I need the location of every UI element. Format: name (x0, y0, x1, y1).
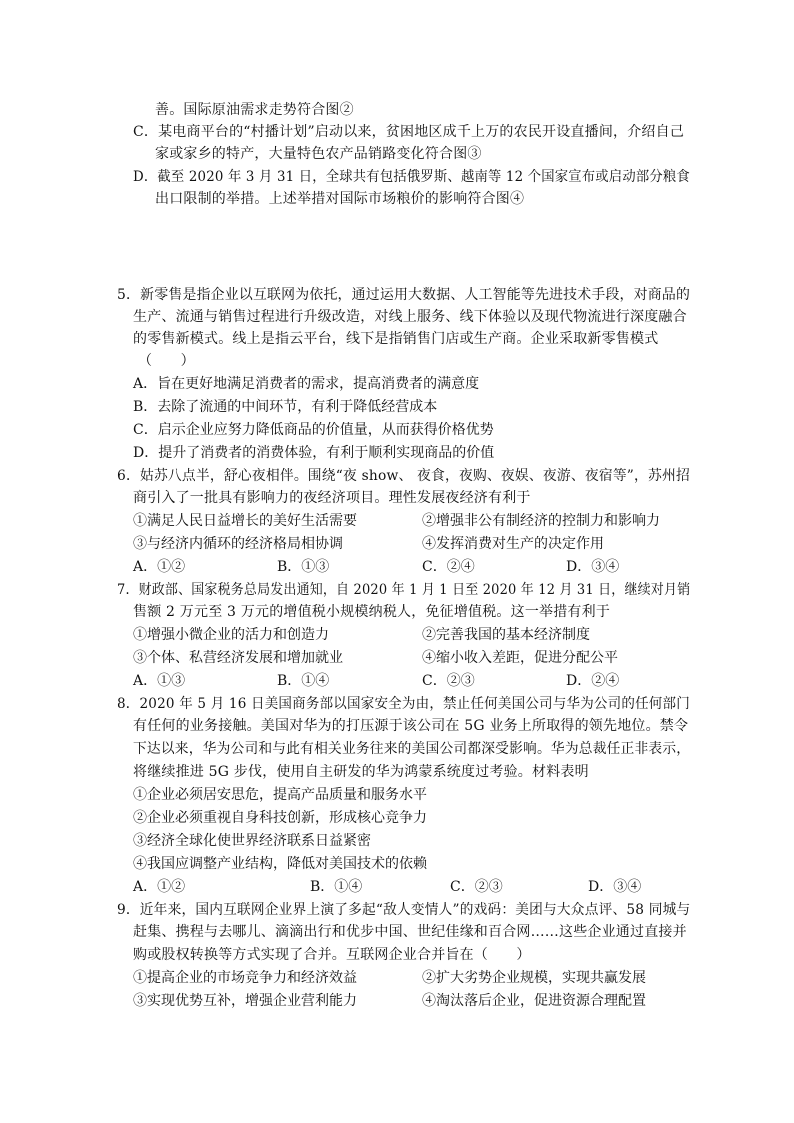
q9-stem-line: 赶集、携程与去哪儿、滴滴出行和优步中国、世纪佳缘和百合网……这些企业通过直接并 (133, 924, 687, 940)
q7-stem-line: 7．财政部、国家税务总局发出通知，自 2020 年 1 月 1 日至 2020 年 12 月 31 日，继续对月销 (117, 582, 691, 598)
q4-line: 善。国际原油需求走势符合图② (155, 102, 354, 118)
q6-item-2: ②增强非公有制经济的控制力和影响力 (422, 513, 660, 529)
q6-stem-line: 商引入了一批具有影响力的夜经济项目。理性发展夜经济有利于 (133, 490, 531, 506)
q8-stem-line: 有任何的业务接触。美国对华为的打压源于该公司在 5G 业务上所取得的领先地位。禁令 (133, 718, 689, 734)
q5-stem-line: 5．新零售是指企业以互联网为依托，通过运用大数据、人工智能等先进技术手段，对商品的 (117, 287, 691, 303)
q7-item-4: ④缩小收入差距，促进分配公平 (422, 650, 618, 666)
q7-option-a: A．①③ (133, 673, 186, 689)
q5-option-d: D．提升了消费者的消费体验，有利于顺利实现商品的价值 (133, 445, 495, 461)
q5-option-c: C．启示企业应努力降低商品的价值量，从而获得价格优势 (133, 422, 494, 438)
q8-option-a: A．①② (133, 879, 186, 895)
q5-stem-line: 的零售新模式。线上是指云平台，线下是指销售门店或生产商。企业采取新零售模式 (133, 331, 659, 347)
q5-stem-line: 生产、流通与销售过程进行升级改造，对线上服务、线下体验以及现代物流进行深度融合 (133, 309, 687, 325)
q6-option-d: D．③④ (566, 559, 620, 575)
q9-item-3: ③实现优势互补，增强企业营利能力 (133, 993, 357, 1009)
q8-stem-line: 8．2020 年 5 月 16 日美国商务部以国家安全为由，禁止任何美国公司与华为公司的任何部门 (117, 696, 690, 712)
q7-item-1: ①增强小微企业的活力和创造力 (133, 627, 329, 643)
q6-option-c: C．②④ (422, 559, 475, 575)
q5-option-a: A．旨在更好地满足消费者的需求，提高消费者的满意度 (133, 376, 480, 392)
q7-stem-line: 售额 2 万元至 3 万元的增值税小规模纳税人，免征增值税。这一举措有利于 (133, 604, 611, 620)
q6-item-3: ③与经济内循环的经济格局相协调 (133, 536, 343, 552)
q9-item-4: ④淘汰落后企业，促进资源合理配置 (422, 993, 646, 1009)
q6-stem-line: 6．姑苏八点半，舒心夜相伴。围绕“夜 show、 夜食，夜购、夜娱、夜游、夜宿等”，苏州招 (117, 468, 691, 484)
q8-stem-line: 将继续推进 5G 步伐，使用自主研发的华为鸿蒙系统度过考验。材料表明 (133, 764, 589, 780)
q7-option-b: B．①④ (277, 673, 330, 689)
q4-line: 家或家乡的特产，大量特色农产品销路变化符合图③ (155, 146, 482, 162)
q8-option-d: D．③④ (588, 879, 642, 895)
q7-item-2: ②完善我国的基本经济制度 (422, 627, 590, 643)
q5-answer-blank: （ ） (138, 353, 195, 369)
q7-option-c: C．②③ (422, 673, 475, 689)
q9-stem-line: 9．近年来，国内互联网企业界上演了多起“敌人变情人”的戏码：美团与大众点评、58 同城与 (117, 902, 691, 918)
q7-item-3: ③个体、私营经济发展和增加就业 (133, 650, 343, 666)
q4-option-d: D．截至 2020 年 3 月 31 日，全球共有包括俄罗斯、越南等 12 个国家宣布或启动部分粮食 (133, 169, 690, 185)
q7-option-d: D．②④ (566, 673, 620, 689)
q8-item-3: ③经济全球化使世界经济联系日益紧密 (133, 833, 371, 849)
q9-stem-line: 购或股权转换等方式实现了合并。互联网企业合并旨在（ ） (133, 947, 531, 963)
q4-option-c: C．某电商平台的“村播计划”启动以来，贫困地区成千上万的农民开设直播间，介绍自己 (133, 124, 685, 140)
q8-option-c: C．②③ (450, 879, 503, 895)
q9-item-1: ①提高企业的市场竞争力和经济效益 (133, 970, 357, 986)
q4-line: 出口限制的举措。上述举措对国际市场粮价的影响符合图④ (155, 191, 525, 207)
q8-stem-line: 下达以来，华为公司和与此有相关业务往来的美国公司都深受影响。华为总裁任正非表示， (133, 741, 691, 757)
q6-option-a: A．①② (133, 559, 186, 575)
q9-item-2: ②扩大劣势企业规模，实现共赢发展 (422, 970, 646, 986)
q8-item-2: ②企业必须重视自身科技创新，形成核心竞争力 (133, 810, 427, 826)
q6-option-b: B．①③ (277, 559, 330, 575)
q6-item-4: ④发挥消费对生产的决定作用 (422, 536, 604, 552)
q8-item-1: ①企业必须居安思危，提高产品质量和服务水平 (133, 787, 427, 803)
q8-item-4: ④我国应调整产业结构，降低对美国技术的依赖 (133, 856, 427, 872)
q5-option-b: B．去除了流通的中间环节，有利于降低经营成本 (133, 399, 438, 415)
q8-option-b: B．①④ (310, 879, 363, 895)
q6-item-1: ①满足人民日益增长的美好生活需要 (133, 513, 357, 529)
